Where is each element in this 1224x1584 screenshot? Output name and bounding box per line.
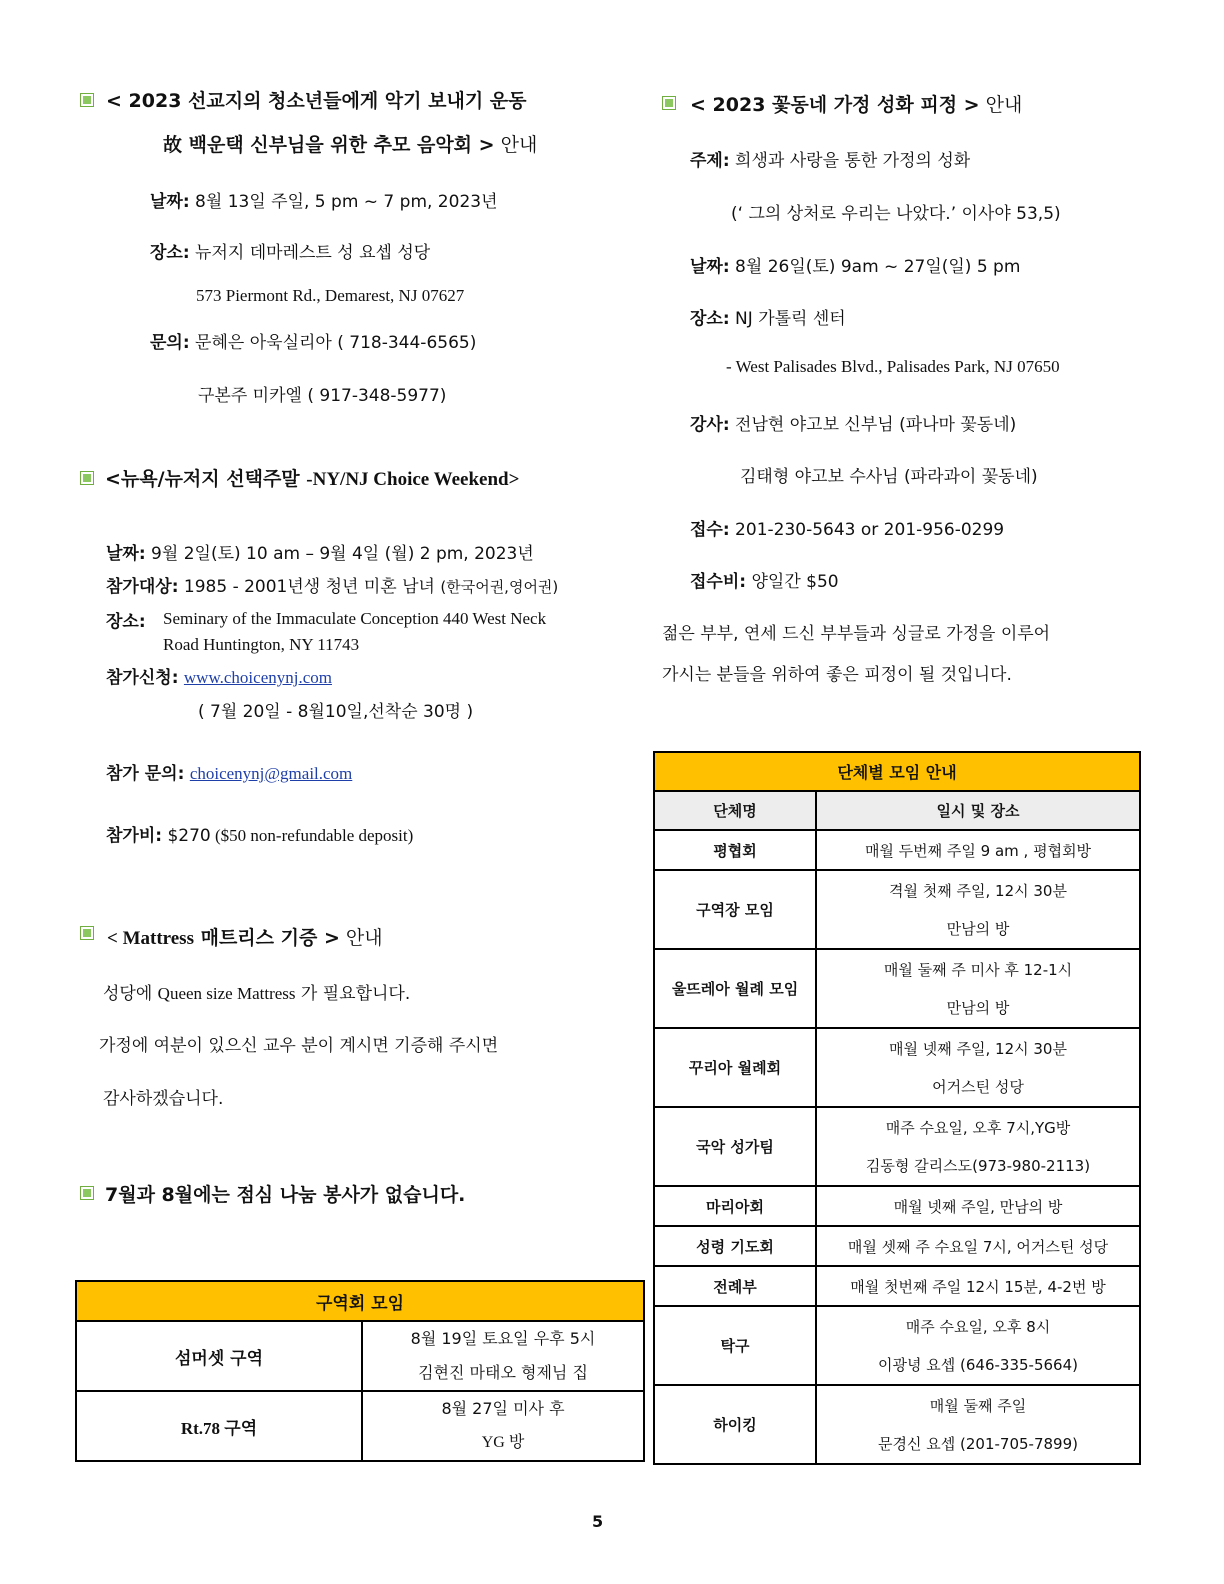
table-row	[654, 1226, 1140, 1266]
table-row	[654, 1107, 1140, 1186]
table-row	[654, 1306, 1140, 1385]
group-name: 탁구	[654, 1306, 816, 1385]
retreat-title	[690, 90, 1022, 117]
retreat-address: - West Palisades Blvd., Palisades Park, NJ 07650	[726, 357, 1060, 376]
group-info	[816, 870, 1140, 949]
concert-place	[150, 238, 430, 263]
retreat-fee	[690, 567, 839, 592]
district-info-line2: 김현진 마태오 형제님 집	[418, 1363, 588, 1382]
concert-date-label: 날짜:	[150, 192, 190, 212]
group-info-line2: 만남의 방	[946, 919, 1010, 938]
district-info-line1: 8월 19일 토요일 우후 5시	[410, 1329, 596, 1348]
group-name: 전례부	[654, 1266, 816, 1306]
concert-date	[150, 187, 498, 212]
group-info-line2: 이광녕 요셉 (646-335-5664)	[878, 1355, 1078, 1374]
weekend-apply-label: 참가신청:	[106, 668, 179, 688]
retreat-theme-label: 주제:	[690, 151, 730, 171]
table-row	[654, 949, 1140, 1028]
bullet-icon	[80, 926, 94, 940]
retreat-fee-value: 양일간 $50	[746, 572, 839, 592]
concert-title-line1: < 2023 선교지의 청소년들에게 악기 보내기 운동	[106, 90, 527, 112]
retreat-registration	[690, 515, 1004, 540]
weekend-fee-note: ($50 non-refundable deposit)	[210, 826, 414, 845]
group-name: 울뜨레아 월례 모임	[654, 949, 816, 1028]
weekend-apply	[106, 663, 332, 688]
district-table	[75, 1280, 645, 1462]
weekend-apply-period: ( 7월 20일 - 8월10일,선착순 30명 )	[198, 702, 474, 722]
weekend-target-small: (한국어권,영어권)	[440, 578, 559, 596]
group-info-line1: 격월 첫째 주일, 12시 30분	[889, 881, 1067, 900]
concert-inquiry-2: 구본주 미카엘 ( 917-348-5977)	[198, 386, 447, 406]
weekend-date-label: 날짜:	[106, 544, 146, 564]
district-name: 섬머셋 구역	[76, 1321, 362, 1391]
group-info-line2: 김동형 갈리스도(973-980-2113)	[865, 1156, 1091, 1175]
group-name: 국악 성가팀	[654, 1107, 816, 1186]
concert-place-value: 뉴저지 데마레스트 성 요셉 성당	[189, 243, 431, 263]
group-info	[816, 1385, 1140, 1464]
weekend-title-ko: <뉴욕/뉴저지 선택주말	[105, 468, 307, 490]
weekend-target-label: 참가대상:	[106, 577, 179, 597]
weekend-title-en: -NY/NJ Choice Weekend>	[306, 469, 520, 490]
retreat-quote: (‘ 그의 상처로 우리는 나았다.’ 이사야 53,5)	[731, 204, 1061, 224]
group-info	[816, 1028, 1140, 1107]
bullet-icon	[80, 93, 94, 107]
retreat-date	[690, 252, 1020, 277]
retreat-title-bold: < 2023 꽃동네 가정 성화 피정 >	[690, 94, 980, 116]
retreat-theme	[690, 146, 970, 171]
retreat-fee-label: 접수비:	[690, 572, 747, 592]
page-number: 5	[592, 1512, 604, 1531]
group-col-name: 단체명	[654, 791, 816, 830]
concert-inquiry-label: 문의:	[150, 333, 190, 353]
mattress-line3: 감사하겠습니다.	[103, 1089, 224, 1109]
bullet-icon	[662, 96, 676, 110]
concert-address: 573 Piermont Rd., Demarest, NJ 07627	[196, 286, 465, 305]
mattress-line2: 가정에 여분이 있으신 교우 분이 계시면 기증해 주시면	[99, 1036, 499, 1056]
retreat-place	[690, 304, 846, 329]
group-info	[816, 1107, 1140, 1186]
mattress-line1-b: Queen size Mattress	[157, 984, 296, 1003]
district-info	[362, 1321, 644, 1391]
bullet-icon	[80, 1186, 94, 1200]
weekend-title	[105, 464, 519, 491]
table-row	[654, 830, 1140, 870]
table-row	[654, 1186, 1140, 1226]
retreat-reg-value: 201-230-5643 or 201-956-0299	[729, 520, 1005, 540]
concert-title-tail: 안내	[494, 134, 538, 156]
retreat-place-value: NJ 가톨릭 센터	[729, 309, 846, 329]
weekend-contact	[106, 759, 352, 784]
group-info: 매월 셋째 주 수요일 7시, 어거스틴 성당	[816, 1226, 1140, 1266]
retreat-place-label: 장소:	[690, 309, 730, 329]
retreat-theme-value: 희생과 사랑을 통한 가정의 성화	[729, 151, 971, 171]
mattress-line1	[103, 979, 410, 1004]
weekend-target-value: 1985 - 2001년생 청년 미혼 남녀	[178, 577, 441, 597]
weekend-fee	[106, 821, 413, 846]
table-row	[654, 1028, 1140, 1107]
concert-inquiry	[150, 328, 476, 353]
group-col-info: 일시 및 장소	[816, 791, 1140, 830]
group-info	[816, 949, 1140, 1028]
table-row	[76, 1391, 644, 1461]
lunch-notice: 7월과 8월에는 점심 나눔 봉사가 없습니다.	[105, 1184, 466, 1206]
retreat-date-label: 날짜:	[690, 257, 730, 277]
group-info-line1: 매월 둘째 주일	[929, 1396, 1027, 1415]
weekend-date	[106, 539, 534, 564]
retreat-desc-2: 가시는 분들을 위하여 좋은 피정이 될 것입니다.	[662, 665, 1012, 685]
district-info-line2: YG 방	[481, 1434, 525, 1451]
weekend-apply-link[interactable]: www.choicenynj.com	[183, 668, 332, 687]
group-info: 매월 두번째 주일 9 am , 평협회방	[816, 830, 1140, 870]
group-info-line1: 매주 수요일, 오후 8시	[905, 1317, 1051, 1336]
group-info-line2: 문경신 요셉 (201-705-7899)	[878, 1434, 1078, 1453]
retreat-desc-1: 젊은 부부, 연세 드신 부부들과 싱글로 가정을 이루어	[662, 624, 1051, 644]
table-row	[654, 870, 1140, 949]
district-table-header: 구역회 모임	[76, 1281, 644, 1321]
weekend-place-line1: Seminary of the Immaculate Conception 440 West Neck	[163, 609, 547, 628]
concert-title-line2	[163, 130, 537, 157]
weekend-contact-email[interactable]: choicenynj@gmail.com	[189, 764, 353, 783]
mattress-title	[107, 923, 383, 950]
weekend-date-value: 9월 2일(토) 10 am – 9월 4일 (월) 2 pm, 2023년	[145, 544, 534, 564]
retreat-speaker-label: 강사:	[690, 415, 730, 435]
retreat-title-tail: 안내	[979, 94, 1023, 116]
retreat-speaker-2: 김태형 야고보 수사님 (파라과이 꽃동네)	[740, 467, 1038, 487]
weekend-contact-label: 참가 문의:	[106, 764, 185, 784]
mattress-title-ko: 매트리스 기증 >	[193, 927, 340, 949]
group-name: 마리아회	[654, 1186, 816, 1226]
concert-date-value: 8월 13일 주일, 5 pm ~ 7 pm, 2023년	[189, 192, 498, 212]
concert-title-bold: 故 백운택 신부님을 위한 추모 음악회 >	[163, 134, 495, 156]
group-info-line2: 만남의 방	[946, 998, 1010, 1017]
group-table-header: 단체별 모임 안내	[654, 752, 1140, 791]
weekend-place-label	[106, 607, 146, 632]
weekend-place-line2: Road Huntington, NY 11743	[163, 635, 360, 654]
bullet-icon	[80, 471, 94, 485]
group-info: 매월 첫번째 주일 12시 15분, 4-2번 방	[816, 1266, 1140, 1306]
district-name: Rt.78 구역	[76, 1391, 362, 1461]
retreat-speaker-1: 전남현 야고보 신부님 (파나마 꽃동네)	[729, 415, 1017, 435]
concert-place-label: 장소:	[150, 243, 190, 263]
weekend-fee-value: $270	[162, 826, 211, 846]
table-row	[654, 1385, 1140, 1464]
group-info-line2: 어거스틴 성당	[932, 1077, 1024, 1096]
mattress-line1-a: 성당에	[103, 984, 158, 1004]
retreat-speaker	[690, 410, 1016, 435]
weekend-place-label-text: 장소:	[106, 612, 146, 632]
group-name: 성령 기도회	[654, 1226, 816, 1266]
mattress-title-en: < Mattress	[107, 928, 194, 949]
group-name: 구역장 모임	[654, 870, 816, 949]
district-info-line1: 8월 27일 미사 후	[441, 1399, 565, 1418]
mattress-title-tail: 안내	[339, 927, 383, 949]
concert-inquiry-1: 문혜은 아욱실리아 ( 718-344-6565)	[189, 333, 477, 353]
group-name: 꾸리아 월례회	[654, 1028, 816, 1107]
table-row	[654, 1266, 1140, 1306]
group-table	[653, 751, 1141, 1465]
group-name: 하이킹	[654, 1385, 816, 1464]
group-info-line1: 매주 수요일, 오후 7시,YG방	[885, 1118, 1071, 1137]
mattress-line1-c: 가 필요합니다.	[295, 984, 411, 1004]
group-info-line1: 매월 둘째 주 미사 후 12-1시	[883, 960, 1073, 979]
group-name: 평협회	[654, 830, 816, 870]
group-info-line1: 매월 넷째 주일, 12시 30분	[889, 1039, 1067, 1058]
group-info	[816, 1306, 1140, 1385]
weekend-target	[106, 572, 558, 597]
retreat-date-value: 8월 26일(토) 9am ~ 27일(일) 5 pm	[729, 257, 1021, 277]
group-info: 매월 넷째 주일, 만남의 방	[816, 1186, 1140, 1226]
retreat-reg-label: 접수:	[690, 520, 730, 540]
weekend-fee-label: 참가비:	[106, 826, 163, 846]
district-info	[362, 1391, 644, 1461]
table-row	[76, 1321, 644, 1391]
